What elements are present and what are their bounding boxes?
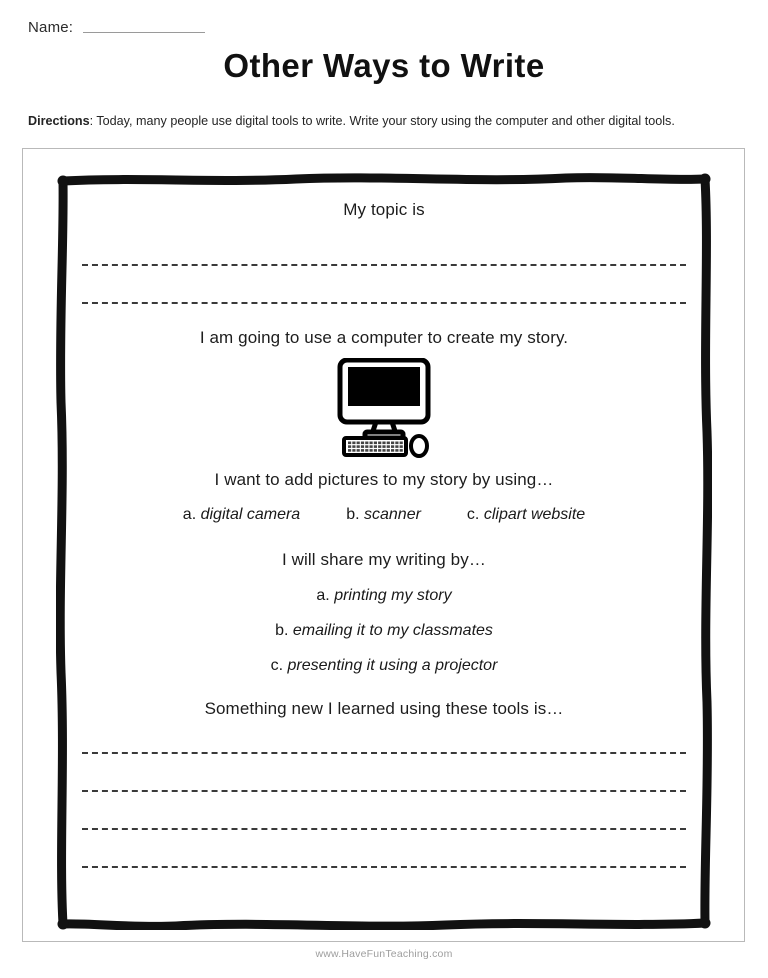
worksheet-content [70,182,698,920]
name-write-line[interactable] [83,32,205,33]
footer-website[interactable]: www.HaveFunTeaching.com [315,948,453,960]
pictures-choice-b-text: scanner [364,506,421,523]
response-write-line-4[interactable] [82,866,686,868]
pictures-choice-c-letter: c. [466,506,480,523]
directions-separator: : [89,114,97,128]
name-field-row [28,20,205,35]
desktop-computer-icon [329,358,439,458]
share-choice-a-letter: a. [316,587,330,604]
share-choice-c-letter: c. [270,657,284,674]
directions-label: Directions [28,114,90,128]
page-title: Other Ways to Write [223,47,545,84]
topic-write-line-2[interactable] [82,302,686,304]
pictures-choice-a[interactable] [183,506,300,524]
share-choice-a[interactable] [70,587,698,605]
pictures-prompt: I want to add pictures to my story by using… [214,470,554,489]
pictures-choice-b-letter: b. [346,506,360,523]
pictures-choice-b[interactable] [346,506,421,524]
response-write-line-1[interactable] [82,752,686,754]
share-choice-c-text: presenting it using a projector [287,657,498,674]
share-choice-a-text: printing my story [334,587,452,604]
share-choice-b-text: emailing it to my classmates [292,622,493,639]
name-label: Name: [28,19,74,36]
share-prompt: I will share my writing by… [282,550,486,569]
response-write-line-3[interactable] [82,828,686,830]
pictures-choice-c[interactable] [467,506,585,524]
pictures-choice-a-text: digital camera [200,506,301,523]
directions-text: Today, many people use digital tools to write. Write your story using the computer and other digital tools. [96,114,675,128]
share-choice-b[interactable] [70,622,698,640]
share-choice-b-letter: b. [275,622,289,639]
pictures-choice-c-text: clipart website [483,506,586,523]
directions-paragraph [28,112,718,132]
topic-write-line-1[interactable] [82,264,686,266]
topic-prompt: My topic is [343,200,425,219]
pictures-choice-a-letter: a. [182,506,197,523]
learned-prompt: Something new I learned using these tools is… [204,699,564,718]
share-choice-c[interactable] [70,657,698,675]
response-write-line-2[interactable] [82,790,686,792]
pictures-choice-row [70,506,698,524]
computer-illustration-wrapper [70,358,698,458]
computer-statement: I am going to use a computer to create my story. [199,328,569,347]
